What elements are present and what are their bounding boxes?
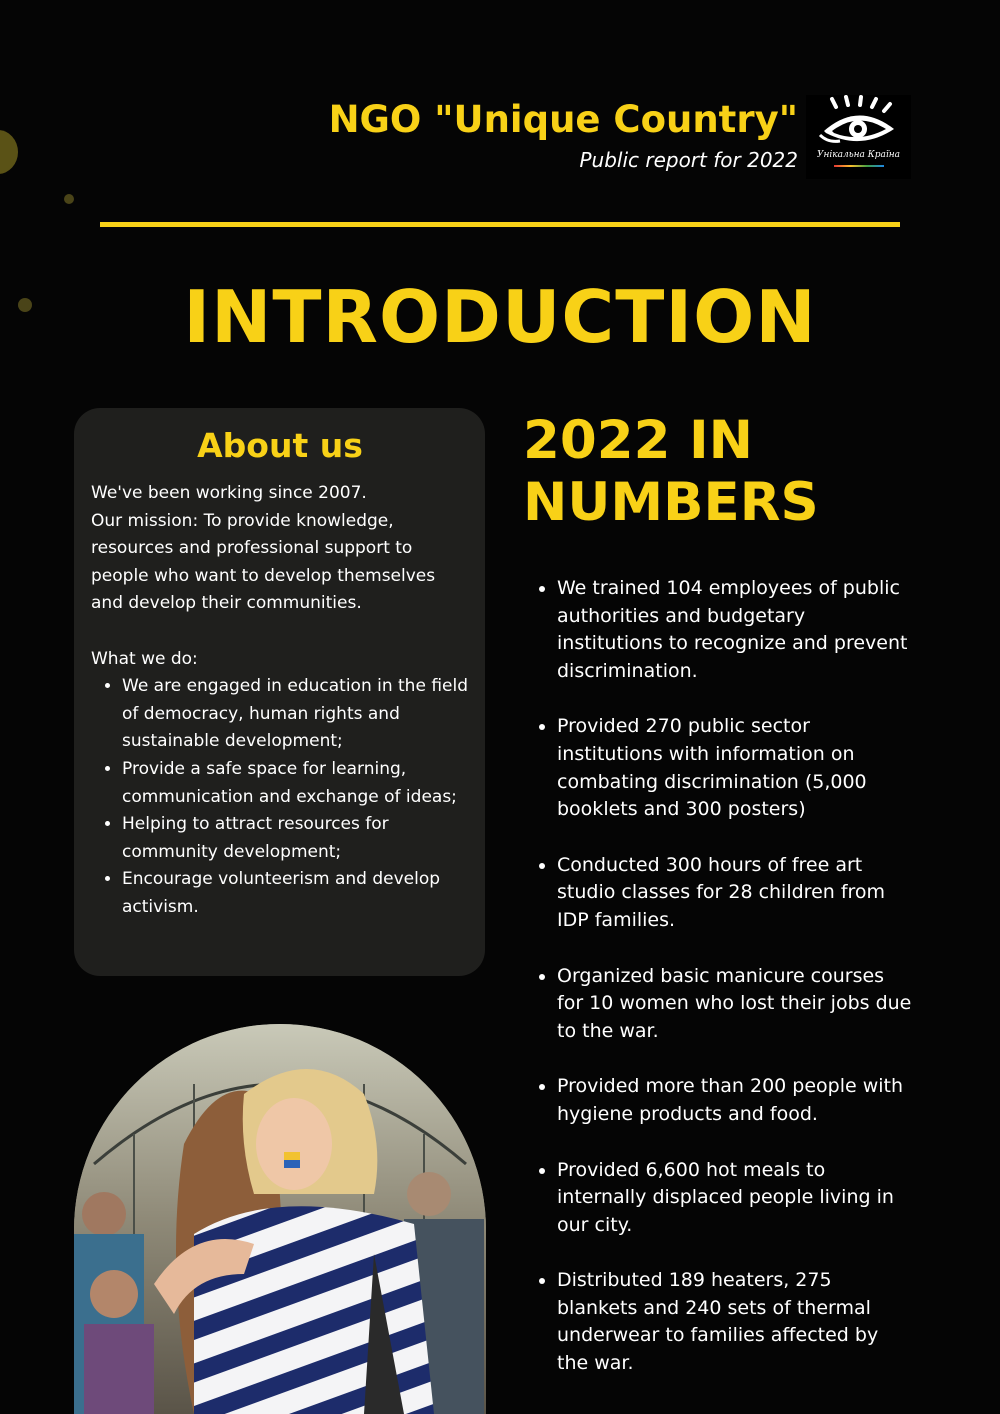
list-item: • Distributed 189 heaters, 275 blankets and 240 sets of thermal underwear to families affected by the war.: [557, 1267, 914, 1377]
list-item: • Encourage volunteerism and develop activism.: [122, 866, 469, 921]
photo-illustration: [74, 1024, 486, 1414]
list-item: • We are engaged in education in the field of democracy, human rights and sustainable development;: [122, 673, 469, 756]
decorative-dot: [64, 194, 74, 204]
report-header: [329, 96, 798, 172]
numbers-title-line: 2022 IN: [523, 410, 754, 471]
list-item: • Provided 6,600 hot meals to internally displaced people living in our city.: [557, 1157, 914, 1240]
list-item: • We trained 104 employees of public authorities and budgetary institutions to recognize and prevent discrimination.: [557, 575, 914, 685]
report-subtitle: Public report for 2022: [579, 148, 798, 172]
list-item: • Helping to attract resources for community development;: [122, 811, 469, 866]
about-intro-line: We've been working since 2007.: [91, 483, 367, 503]
numbers-title: [523, 410, 819, 534]
hugging-people-photo: [74, 1024, 486, 1414]
decorative-dot: [0, 130, 18, 174]
org-logo: [806, 95, 911, 179]
list-item: • Provided 270 public sector institutions with information on combating discrimination (5,000 booklets and 300 posters): [557, 713, 914, 823]
what-we-do-list: [91, 673, 469, 921]
logo-caption: Унікальна Країна: [816, 150, 901, 160]
numbers-list: [524, 575, 914, 1406]
list-item: • Provide a safe space for learning, communication and exchange of ideas;: [122, 756, 469, 811]
about-intro-line: Our mission: To provide knowledge, resources and professional support to people who want to develop themselves and develop their communities.: [91, 510, 436, 614]
what-we-do-label: What we do:: [91, 648, 198, 669]
header-divider: [100, 222, 900, 227]
page-title: INTRODUCTION: [183, 275, 817, 359]
about-intro: [91, 480, 469, 673]
about-us-card: [74, 408, 485, 976]
numbers-title-line: NUMBERS: [523, 472, 819, 533]
list-item: • Provided more than 200 people with hygiene products and food.: [557, 1073, 914, 1128]
org-name: NGO "Unique Country": [328, 98, 798, 141]
list-item: • Conducted 300 hours of free art studio classes for 28 children from IDP families.: [557, 852, 914, 935]
logo-color-stripe: [834, 165, 884, 167]
about-heading: About us: [197, 426, 363, 465]
list-item: • Organized basic manicure courses for 10 women who lost their jobs due to the war.: [557, 963, 914, 1046]
